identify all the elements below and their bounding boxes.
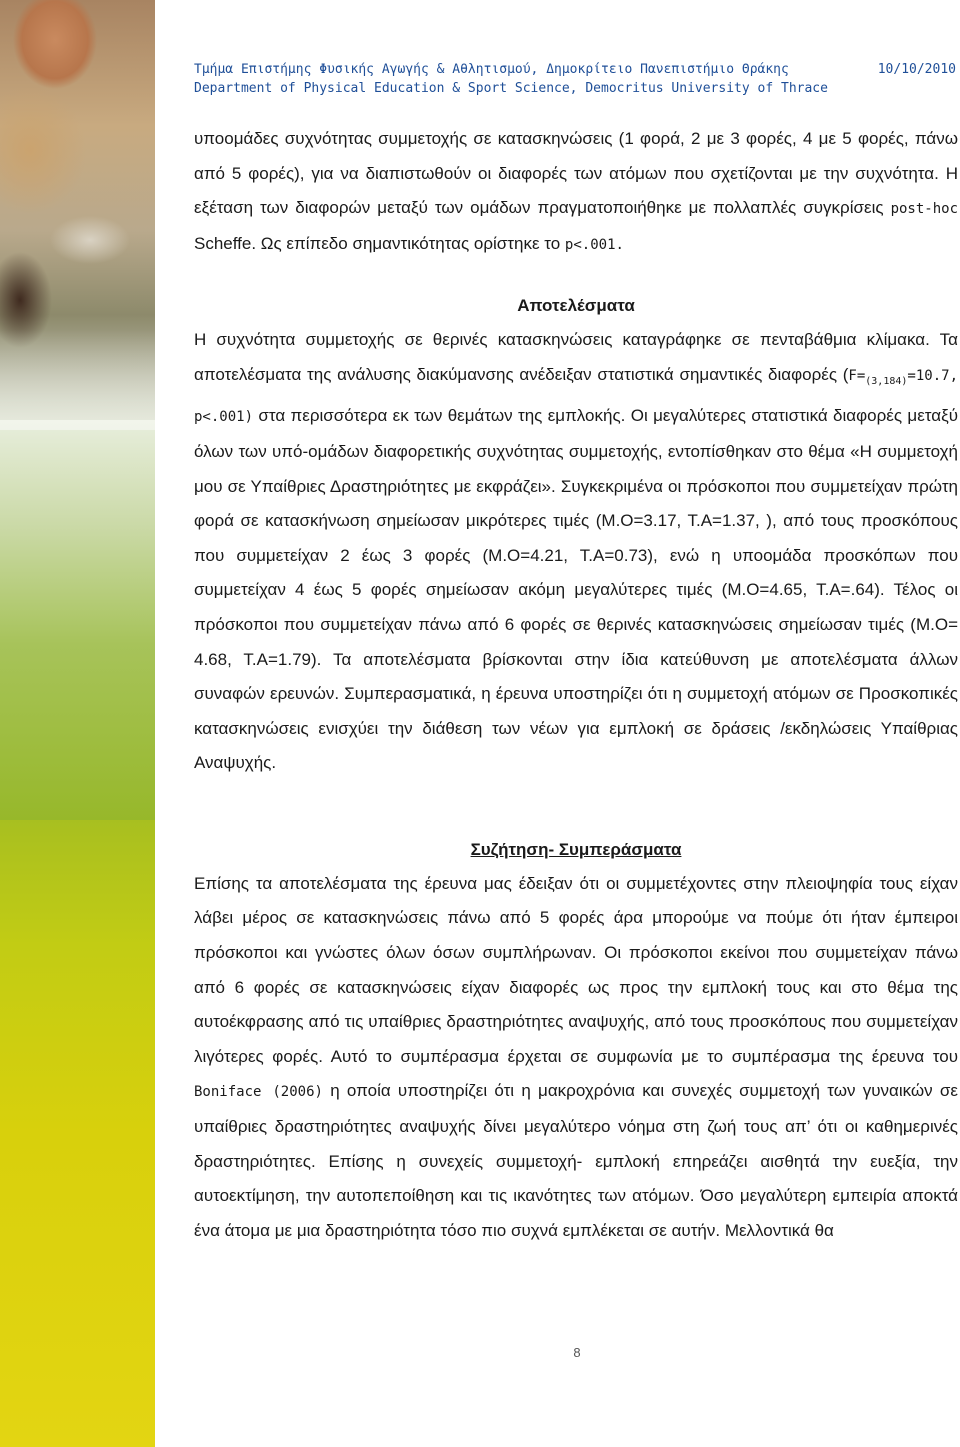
f-degrees: (3,184) (865, 375, 908, 387)
discussion-paragraph (194, 867, 958, 1249)
method-term: post-hoc (890, 201, 958, 218)
method-text: υποομάδες συχνότητας συμμετοχής σε κατασκηνώσεις (1 φορά, 2 με 3 φορές, 4 με 5 φορές, πάνω από 5 φορές), για να διαπιστωθούν οι διαφορές των ατόμων που σχετίζονται με την συχνότητα. Η εξέταση των διαφορών μεταξύ των ομάδων πραγματοποιήθηκε με πολλαπλές συγκρίσεις (194, 129, 958, 218)
page-header (194, 60, 960, 98)
method-text-cont: Scheffe. Ως επίπεδο σημαντικότητας ορίστηκε το (194, 233, 565, 253)
results-text: Η συχνότητα συμμετοχής σε θερινές κατασκηνώσεις καταγράφηκε σε πενταβάθμια κλίμακα. Τα αποτελέσματα της ανάλυσης διακύμανσης ανέδειξαν στατιστικά σημαντικές διαφορές ( (194, 330, 958, 384)
green-color-band (0, 430, 155, 820)
decorative-side-strip (0, 0, 155, 1447)
results-text-cont: στα περισσότερα εκ των θεμάτων της εμπλοκής. Οι μεγαλύτερες στατιστικά διαφορές μεταξύ όλων των υπό-ομάδων διαφορετικής συχνότητας συμμετοχής, εντοπίσθηκαν στο θέμα «Η συμμετοχή μου σε Υπαίθριες Δραστηριότητες με εκφράζει». Συγκεκριμένα οι πρόσκοποι που συμμετείχαν πρώτη φορά σε κατασκήνωση σημείωσαν μικρότερες τιμές (Μ.Ο=3.17, Τ.Α=1.37, ), από τους προσκόπους που συμμετείχαν 2 έως 3 φορές (Μ.Ο=4.21, Τ.Α=0.73), ενώ η υποομάδα προσκόπων που συμμετείχαν 4 έως 5 φορές σημείωσαν ακόμη μεγαλύτερες τιμές (Μ.Ο=4.65, Τ.Α=.64). Τέλος οι πρόσκοποι που συμμετείχαν πάνω από 6 φορές σε θερινές κατασκηνώσεις σημείωσαν τιμές (Μ.Ο= 4.68, Τ.Α=1.79). Τα αποτελέσματα βρίσκονται στην ίδια κατεύθυνση με αποτελέσματα άλλων συναφών ερευνών. Συμπερασματικά, η έρευνα υποστηρίζει ότι η συμμετοχή ατόμων σε Προσκοπικές κατασκηνώσεις ενισχύει την διάθεση των νέων για εμπλοκή σε δράσεις /εκδηλώσεις Υπαίθριας Αναψυχής. (194, 406, 958, 773)
f-label: F= (848, 367, 866, 384)
discussion-heading: Συζήτηση- Συμπεράσματα (470, 839, 682, 859)
citation: Boniface (2006) (194, 1084, 323, 1101)
header-department-greek: Τμήμα Επιστήμης Φυσικής Αγωγής & Αθλητισμού, Δημοκρίτειο Πανεπιστήμιο Θράκης (194, 62, 789, 77)
discussion-text-cont: η οποία υποστηρίζει ότι η μακροχρόνια και συνεχές συμμετοχή των γυναικών σε υπαίθριες δραστηριότητες αναψυχής δίνει μεγαλύτερο νόημα στη ζωή τους απ’ ότι οι καθημερινές δραστηριότητες. Επίσης η συνεχείς συμμετοχή- εμπλοκή επηρεάζει αισθητά την ευεξία, την αυτοεκτίμηση, την αυτοπεποίθηση και τις ικανότητες των ατόμων. Όσο μεγαλύτερη εμπειρία αποκτά ένα άτομα με μια δραστηριότητα τόσο πιο συχνά εμπλέκεται σε αυτήν. Μελλοντικά θα (194, 1081, 958, 1240)
discussion-text: Επίσης τα αποτελέσματα της έρευνα μας έδειξαν ότι οι συμμετέχοντες στην πλειοψηφία τους είχαν λάβει μέρος σε κατασκηνώσεις πάνω από 5 φορές άρα μπορούμε να πούμε ότι ήταν έμπειροι πρόσκοποι και γνώστες όλων όσων συμπλήρωναν. Οι πρόσκοποι εκείνοι που συμμετείχαν πάνω από 6 φορές σε κατασκηνώσεις είχαν διαφορές ως προς την εμπλοκή τους και στο θέμα της αυτοέκφρασης από τις υπαίθριες δραστηριότητες αναψυχής, από τους προσκόπους που συμμετείχαν λιγότερες φορές. Αυτό το συμπέρασμα έρχεται σε συμφωνία με το συμπέρασμα της έρευνα του (194, 873, 958, 1066)
results-heading: Αποτελέσματα (517, 296, 635, 316)
yellow-color-band (0, 820, 155, 1447)
method-paragraph (194, 122, 958, 262)
results-paragraph (194, 323, 958, 781)
header-date: 10/10/2010 (877, 62, 956, 77)
photo-fade (0, 330, 155, 440)
document-body (194, 122, 958, 1248)
page-number: 8 (573, 1345, 581, 1360)
significance-level: p<.001. (564, 236, 624, 253)
header-department-english: Department of Physical Education & Sport Science, Democritus University of Thrace (194, 81, 828, 96)
f-value: =10.7, p<.001) (194, 367, 958, 426)
